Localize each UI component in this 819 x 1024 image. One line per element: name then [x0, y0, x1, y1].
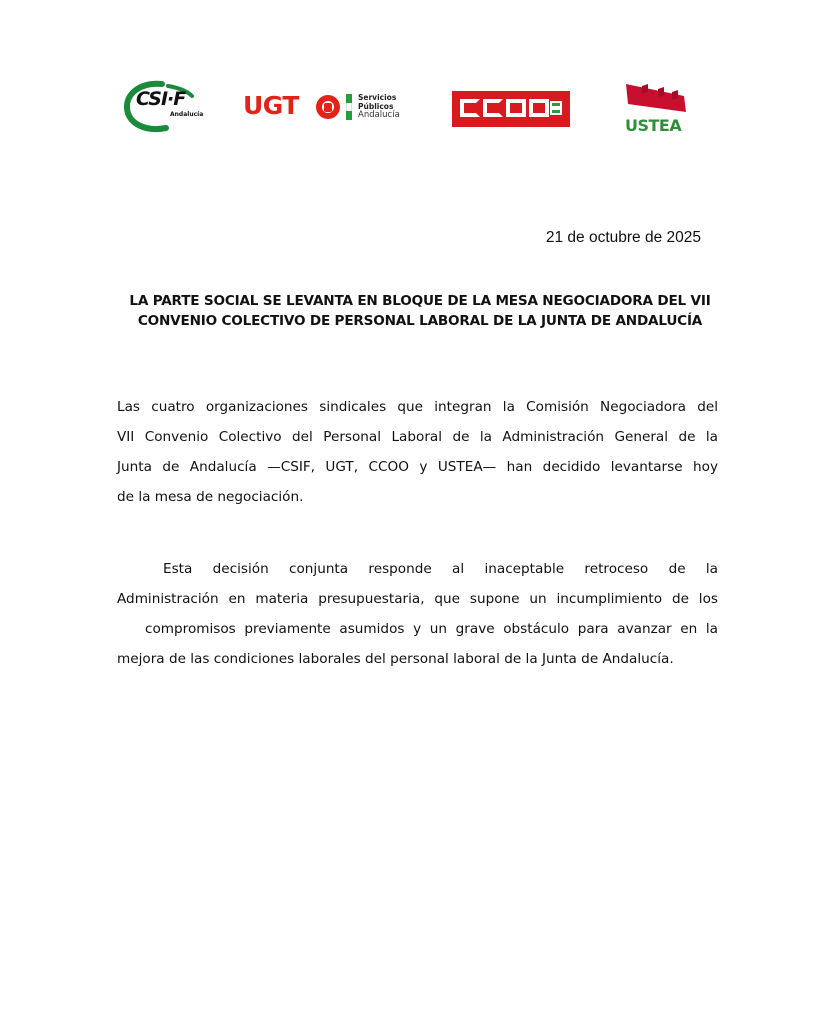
- ccoo-logo-box: [452, 91, 570, 127]
- paragraph-1-line-4: de la mesa de negociación.: [117, 489, 304, 505]
- paragraph-1-line-1: Las cuatro organizaciones sindicales que integran la Comisión Negociadora del: [117, 399, 718, 415]
- document-date: 21 de octubre de 2025: [545, 229, 701, 246]
- paragraph-1-line-2: VII Convenio Colectivo del Personal Laboral de la Administración General de la: [117, 429, 718, 445]
- csif-logo: [122, 78, 208, 134]
- ugt-services-line1: Servicios: [358, 93, 397, 102]
- ccoo-flag-icon: [550, 101, 562, 115]
- ugt-services-line2: Públicos: [358, 102, 394, 111]
- csif-logo-sub: Andalucía: [170, 111, 204, 118]
- ccoo-letter-c2: [483, 99, 503, 117]
- paragraph-1-line-3: Junta de Andalucía —CSIF, UGT, CCOO y USTEA— han decidido levantarse hoy: [117, 459, 718, 475]
- ugt-services-label: [358, 93, 400, 120]
- body-paragraph-2: [117, 554, 718, 674]
- paragraph-2-line-3: compromisos previamente asumidos y un grave obstáculo para avanzar en la: [145, 621, 718, 637]
- paragraph-2-line-4: mejora de las condiciones laborales del personal laboral de la Junta de Andalucía.: [117, 651, 674, 667]
- ccoo-letter-o1: [506, 99, 526, 117]
- press-release-headline: [100, 291, 740, 331]
- ustea-flag-icon: [622, 82, 692, 116]
- ugt-logo-text: UGT: [243, 91, 299, 120]
- logos-header: [0, 78, 819, 138]
- andalusia-flag-icon: [346, 94, 352, 120]
- csif-logo-text: CSI·F: [136, 88, 186, 110]
- ugt-logo: [243, 91, 413, 127]
- ustea-logo-text: USTEA: [625, 116, 682, 135]
- ustea-logo: [622, 82, 692, 134]
- ccoo-letter-o2: [529, 99, 549, 117]
- headline-line-1: LA PARTE SOCIAL SE LEVANTA EN BLOQUE DE LA MESA NEGOCIADORA DEL VII: [129, 293, 711, 309]
- body-paragraph-1: [117, 392, 718, 512]
- paragraph-2-line-1: Esta decisión conjunta responde al inaceptable retroceso de la: [163, 561, 718, 577]
- paragraph-2-line-2: Administración en materia presupuestaria, que supone un incumplimiento de los: [117, 591, 718, 607]
- ccoo-logo: [452, 91, 570, 127]
- ugt-services-line3: Andalucía: [358, 110, 400, 120]
- headline-line-2: CONVENIO COLECTIVO DE PERSONAL LABORAL DE LA JUNTA DE ANDALUCÍA: [137, 313, 703, 329]
- ccoo-letter-c1: [460, 99, 480, 117]
- ugt-fist-icon: [315, 94, 341, 120]
